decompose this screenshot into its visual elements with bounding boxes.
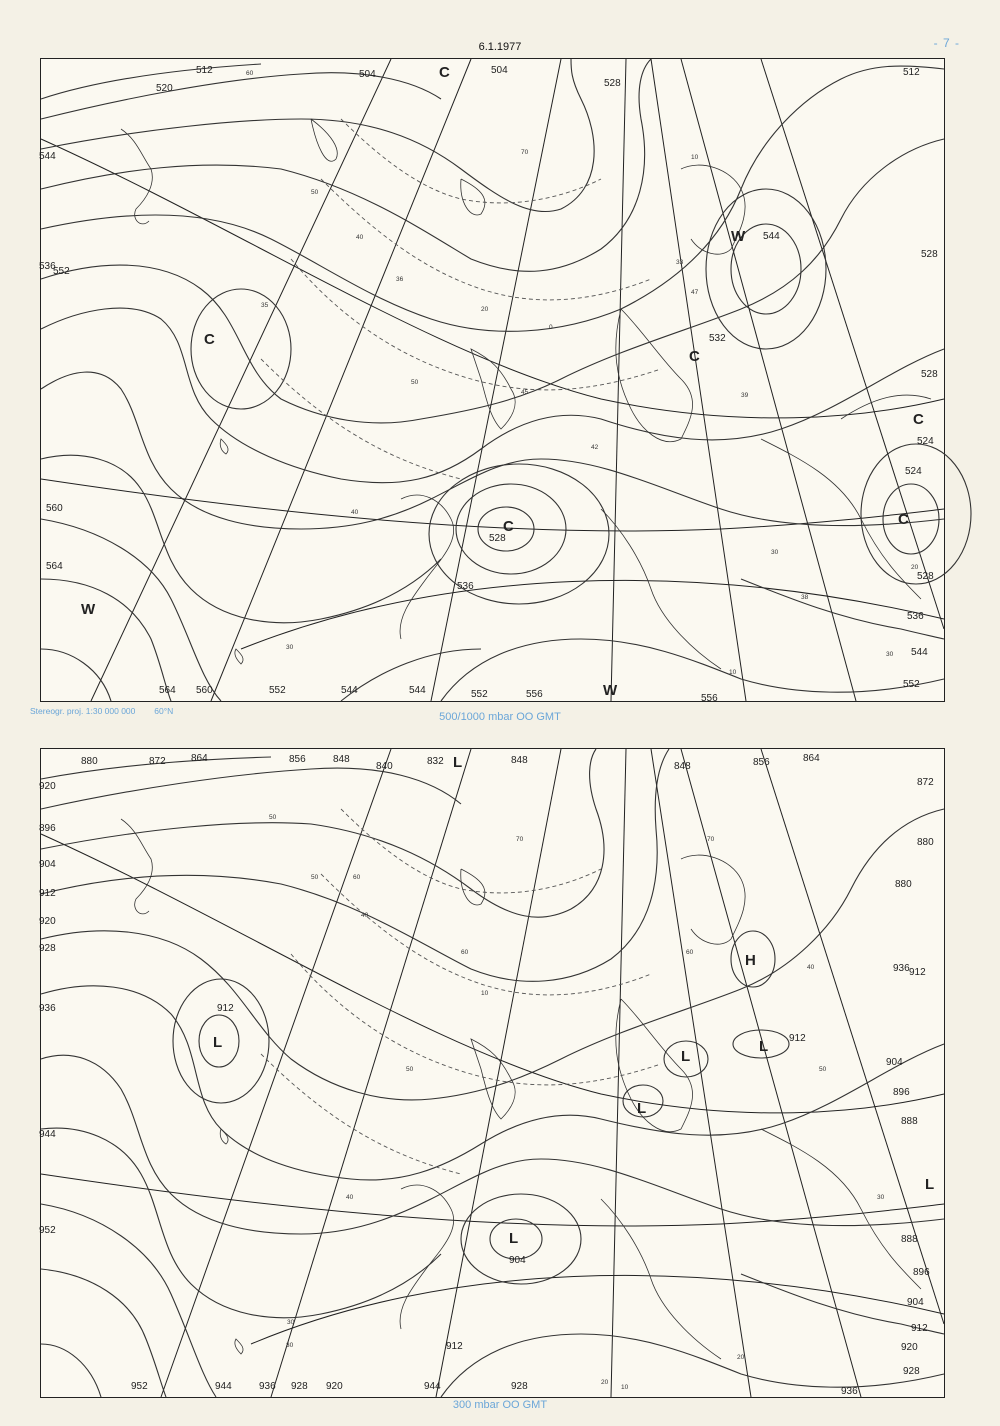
map-value-label: 888 [901,1116,918,1127]
map-value-label: 20 [481,306,489,313]
projection-scale: Stereogr. proj. 1:30 000 000 [30,706,136,716]
map-value-label: 36 [396,276,404,283]
map-value-label: 952 [131,1381,148,1392]
center-label: L [453,754,463,771]
map-500-1000mbar [40,58,945,702]
map-value-label: 536 [457,581,474,592]
thickness-values [246,70,919,676]
map-value-label: 564 [159,685,176,696]
page-number: - 7 - [933,36,960,50]
map-value-label: 912 [446,1341,463,1352]
map-value-label: 50 [819,1066,827,1073]
map-value-label: 532 [709,333,726,344]
center-label: W [603,682,618,699]
map-value-label: 40 [346,1194,354,1201]
map-value-label: 70 [707,836,715,843]
map-300mbar-drawing [41,749,944,1397]
map-value-label: 872 [917,777,934,788]
map-value-label: 848 [333,754,350,765]
map-500-1000mbar-drawing [39,59,944,704]
map-value-label: 10 [481,990,489,997]
map-value-label: 536 [39,261,56,272]
map-value-label: 564 [46,561,63,572]
map-value-label: 512 [903,67,920,78]
map-value-label: 50 [411,379,419,386]
map-value-label: 952 [39,1225,56,1236]
map-value-label: 936 [39,1003,56,1014]
map-value-label: 904 [886,1057,903,1068]
map-value-label: 70 [521,149,529,156]
map-value-label: 856 [753,757,770,768]
map-value-label: 30 [771,549,779,556]
center-label: L [681,1048,691,1065]
pressure-centers [81,64,924,699]
map-value-label: 944 [215,1381,232,1392]
map-value-label: 560 [196,685,213,696]
map-value-label: 10 [621,1384,629,1391]
map-value-label: 920 [39,781,56,792]
map-value-label: 30 [886,651,894,658]
map-value-label: 928 [903,1366,920,1377]
map-value-label: 528 [921,249,938,260]
map-value-label: 912 [909,967,926,978]
map-300mbar [40,748,945,1398]
map-value-label: 848 [674,761,691,772]
center-label: W [731,228,746,245]
pressure-centers [213,754,934,1247]
map-value-label: 544 [341,685,358,696]
map-value-label: 832 [427,756,444,767]
map-value-label: 936 [893,963,910,974]
map-value-label: 70 [516,836,524,843]
center-label: C [204,331,215,348]
height-contours [41,749,944,1397]
map-value-label: 30 [287,1319,295,1326]
map-value-label: 528 [917,571,934,582]
map-value-label: 528 [604,78,621,89]
map-value-label: 856 [289,754,306,765]
center-label: C [439,64,450,81]
thickness-lines [261,119,661,479]
map-value-label: 35 [261,302,269,309]
center-label: C [898,511,909,528]
map-value-label: 920 [326,1381,343,1392]
map-value-label: 944 [424,1381,441,1392]
center-label: L [637,1100,647,1117]
map-value-label: 880 [895,879,912,890]
map-value-label: 528 [489,533,506,544]
map-value-label: 50 [269,814,277,821]
map-value-label: 50 [311,189,319,196]
center-label: C [503,518,514,535]
map-value-label: 896 [913,1267,930,1278]
map-value-label: 10 [729,669,737,676]
map-value-label: 912 [217,1003,234,1014]
map-value-label: 60 [461,949,469,956]
map-value-label: 512 [196,65,213,76]
center-label: C [689,348,700,365]
map-value-label: 20 [737,1354,745,1361]
map-value-label: 928 [39,943,56,954]
map-value-label: 528 [921,369,938,380]
center-label: L [925,1176,935,1193]
center-label: W [81,601,96,618]
contour-values [39,65,938,704]
map-value-label: 504 [359,69,376,80]
map-value-label: 544 [409,685,426,696]
map-value-label: 904 [39,859,56,870]
map-value-label: 40 [351,509,359,516]
center-label: L [759,1038,769,1055]
map-value-label: 944 [39,1129,56,1140]
map-value-label: 904 [509,1255,526,1266]
map-value-label: 504 [491,65,508,76]
map-value-label: 936 [259,1381,276,1392]
map-value-label: 552 [53,266,70,277]
map-value-label: 45 [521,389,529,396]
map-value-label: 536 [907,611,924,622]
map-value-label: 40 [361,912,369,919]
map-value-label: 912 [911,1323,928,1334]
map-value-label: 864 [803,753,820,764]
map-value-label: 888 [901,1234,918,1245]
map-value-label: 10 [691,154,699,161]
map-value-label: 520 [156,83,173,94]
projection-latitude: 60°N [154,706,174,716]
map-value-label: 544 [911,647,928,658]
map-value-label: 556 [701,693,718,704]
map-value-label: 936 [841,1386,858,1397]
map-value-label: 42 [591,444,599,451]
map-500-1000mbar-caption: 500/1000 mbar OO GMT [439,711,561,723]
map-value-label: 912 [39,888,56,899]
map-value-label: 40 [807,964,815,971]
map-value-label: 50 [311,874,319,881]
center-label: H [745,952,756,969]
center-label: L [509,1230,519,1247]
map-value-label: 39 [741,392,749,399]
map-value-label: 896 [893,1087,910,1098]
map-value-label: 928 [511,1381,528,1392]
coastlines [121,819,921,1359]
map-300mbar-caption: 300 mbar OO GMT [452,1399,548,1411]
map-value-label: 912 [789,1033,806,1044]
map-value-label: 50 [406,1066,414,1073]
map-value-label: 556 [526,689,543,700]
map-value-label: 0 [549,324,553,331]
map-value-label: 30 [877,1194,885,1201]
map-value-label: 560 [46,503,63,514]
map-value-label: 552 [903,679,920,690]
map-value-label: 552 [269,685,286,696]
map-value-label: 60 [353,874,361,881]
map-value-label: 20 [601,1379,609,1386]
map-value-label: 848 [511,755,528,766]
map-value-label: 30 [286,644,294,651]
map-value-label: 552 [471,689,488,700]
center-label: L [213,1034,223,1051]
map-value-label: 544 [763,231,780,242]
map-value-label: 920 [901,1342,918,1353]
map-value-label: 20 [911,564,919,571]
map-value-label: 33 [676,259,684,266]
map-value-label: 38 [801,594,809,601]
isotach-values [269,814,885,1391]
map-value-label: 47 [691,289,699,296]
map-value-label: 60 [686,949,694,956]
map-value-label: 904 [907,1297,924,1308]
map-value-label: 840 [376,761,393,772]
map-value-label: 872 [149,756,166,767]
map-value-label: 524 [905,466,922,477]
map-value-label: 60 [246,70,254,77]
map-value-label: 524 [917,436,934,447]
map-value-label: 880 [917,837,934,848]
map-value-label: 40 [356,234,364,241]
map-value-label: 880 [81,756,98,767]
map-value-label: 896 [39,823,56,834]
map-value-label: 544 [39,151,56,162]
map-value-label: 30 [286,1342,294,1349]
map-value-label: 920 [39,916,56,927]
map-value-label: 928 [291,1381,308,1392]
map-value-label: 864 [191,753,208,764]
map-date: 6.1.1977 [478,41,522,53]
center-label: C [913,411,924,428]
